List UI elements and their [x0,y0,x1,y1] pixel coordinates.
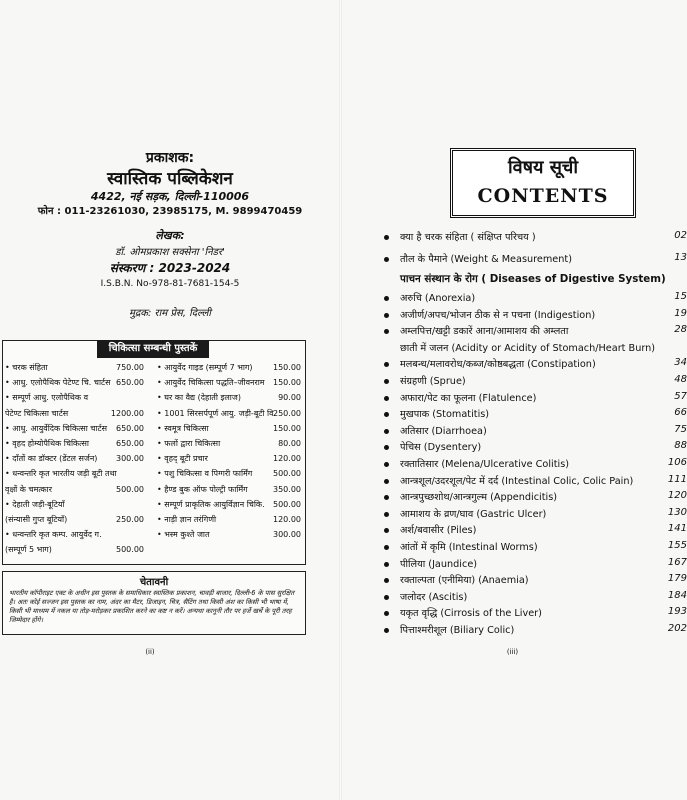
book-price: 250.00 [273,408,301,418]
bullet-icon [384,528,389,533]
toc-entry-page: 106 [667,457,687,468]
book-title: • पशु चिकित्सा व पिग्गरी फार्मिंग [157,469,253,479]
book-price: 250.00 [116,515,144,524]
books-list-box [2,340,306,565]
toc-entry-title: मलबन्ध/मलावरोध/कब्ज/कोष्ठबद्धता (Constipation) [400,359,596,371]
toc-entry-page: 34 [674,357,687,369]
toc-entry-page: 155 [667,540,687,551]
book-row [5,452,303,466]
edition: संस्करण : 2023-2024 [109,261,231,275]
toc-entry-title: आंतों में कृमि (Intestinal Worms) [400,542,538,553]
bullet-icon [384,545,389,550]
toc-entry-page: 141 [667,523,687,535]
book-row [5,513,303,527]
book-row [5,407,303,421]
bullet-icon [384,429,389,434]
toc-entry [342,357,687,373]
toc-entry [342,407,687,423]
book-title: • आयुर्वेद गाइड (सम्पूर्ण 7 भाग) [157,363,253,372]
publisher-phone: फोन : 011-23261030, 23985175, M. 9899470459 [37,206,303,217]
book-row [5,498,303,512]
book-price: 300.00 [273,530,301,540]
toc-entry-page: 28 [674,324,687,336]
bullet-icon [384,412,389,417]
bullet-icon [384,562,389,567]
toc-entry-page: 167 [667,556,687,568]
publisher-name: स्वास्तिक पब्लिकेशन [107,169,233,189]
toc-entry [342,556,687,573]
author-name: डॉ. ओमप्रकाश सक्सेना 'निडर' [115,247,225,258]
toc-entry-title: जलोदर (Ascitis) [400,591,468,603]
toc-entry-title: पेचिस (Dysentery) [400,442,482,454]
toc-entry-title: अरुचि (Anorexia) [400,293,476,304]
book-price: 650.00 [116,378,144,388]
toc-entry-title: यकृत वृद्धि (Cirrosis of the Liver) [400,608,542,620]
book-price: 650.00 [116,423,144,433]
book-price: 500.00 [273,469,301,479]
toc-entry-title: अफारा/पेट का फूलना (Flatulence) [400,392,537,404]
toc-entry-page: 57 [674,390,687,402]
toc-entry [342,623,687,639]
toc-entry-page: 02 [674,230,687,241]
bullet-icon [384,329,389,334]
book-row [5,528,303,542]
toc-entry-page: 13 [674,252,687,263]
toc-entry [342,457,687,473]
bullet-icon [384,396,389,401]
book-title: • आधु. आयुर्वेदिक चिकित्सा चार्टस [5,423,107,433]
bullet-icon [384,628,389,633]
toc-entry-page: 130 [667,506,687,518]
book-price: 300.00 [116,454,144,464]
book-title: • आयुर्वेद चिकित्सा पद्धति–जीवनराम [157,378,265,388]
toc-entry [342,606,687,622]
toc-entry [342,589,687,606]
contents-title-box [450,148,636,218]
toc-entry-page: 66 [674,407,687,419]
contents-title-hindi: विषय सूची [507,157,579,178]
toc-entry-page: 120 [667,490,687,502]
toc-entry [342,324,687,340]
bullet-icon [384,512,389,517]
book-title: • नाड़ी ज्ञान तरंगिणी [157,515,217,524]
book-price: 150.00 [273,423,301,433]
toc-entry-title: आन्त्रशूल/उदरशूल/पेट में दर्द (Intestinal Colic, Colic Pain) [400,475,634,487]
toc-entry [342,473,687,490]
bullet-icon [384,379,389,384]
book-title: (संन्यासी गुप्त बूटियाँ) [5,515,68,524]
book-row [5,467,303,481]
toc-entry-title: पित्ताश्मरीशूल (Biliary Colic) [400,625,515,636]
toc-entry-title: आमाशय के व्रण/घाव (Gastric Ulcer) [400,508,547,520]
book-price: 80.00 [278,439,301,448]
book-row [5,391,303,405]
toc-entry-title: संग्रहणी (Sprue) [400,376,466,387]
book-price: 500.00 [116,545,144,555]
book-price: 500.00 [273,499,301,509]
bullet-icon [384,479,389,484]
bullet-icon [384,257,389,262]
toc-entry-title: तौल के पैमाने (Weight & Measurement) [400,254,572,265]
isbn: I.S.B.N. No-978-81-7681-154-5 [100,279,240,289]
book-row [5,437,303,451]
book-price: 120.00 [273,454,301,464]
book-price: 90.00 [278,393,301,403]
toc-entry-title: क्या है चरक संहिता ( संक्षिप्त परिचय ) [400,232,536,243]
book-title: (सम्पूर्ण 5 भाग) [5,545,52,555]
toc-entry-page: 15 [674,291,687,302]
toc-entry-title: अजीर्ण/अपच/भोजन ठीक से न पचना (Indigestion) [400,309,596,321]
warning-heading: चेतावनी [139,577,169,588]
toc-entry-title: अम्लपित्त/खट्टी डकारें आना/आमाशय की अम्लता [400,326,569,338]
toc-entry [342,230,687,246]
toc-entry-page: 184 [667,589,687,601]
toc-entry [342,423,687,440]
book-title: • देहाती जड़ी-बूटियाँ [5,499,65,509]
toc-entry-title: अतिसार (Diarrhoea) [400,425,487,437]
book-title: • धन्वन्तरि कृत भारतीय जड़ी बूटी तथा [5,469,117,479]
left-page [0,0,340,800]
book-price: 500.00 [116,484,144,494]
book-price: 350.00 [273,484,301,494]
book-title: • भस्म कुश्ते जात [157,530,210,540]
bullet-icon [384,445,389,450]
toc-entry [342,341,683,357]
book-title: • घर का वैद्य (देहाती इलाज) [157,393,241,403]
right-page [342,0,687,800]
book-price: 750.00 [116,363,144,372]
book-price: 120.00 [273,515,301,524]
book-row [5,422,303,436]
publisher-address: 4422, नई सड़क, दिल्ली-110006 [90,190,250,203]
toc-entry [342,252,687,268]
warning-box [2,571,306,635]
toc-entry [342,291,687,307]
book-row [5,361,303,375]
toc-entry-page: 48 [674,374,687,385]
book-title: • सम्पूर्ण आधु. एलोपैथिक व [5,393,89,403]
book-title: • धन्वन्तरि कृत कम्प. आयुर्वेद ग. [5,530,102,540]
toc-entry [342,490,687,506]
toc-entry [342,573,687,589]
bullet-icon [384,362,389,367]
toc-entry [342,523,687,539]
book-price: 650.00 [116,439,144,448]
book-title: वृक्षों के चमत्कार [5,484,52,494]
toc-entry [342,506,687,523]
page-number-right: (iii) [506,648,519,656]
bullet-icon [384,611,389,616]
book-title: • हैण्ड बुक ऑफ पोल्ट्री फार्मिंग [157,484,248,494]
toc-entry-title: छाती में जलन (Acidity or Acidity of Stomach/Heart Burn) [400,342,656,354]
book-title: • वृहद होम्योपैथिक चिकित्सा [5,439,89,448]
book-row [5,483,303,497]
toc-entry-title: अर्श/बवासीर (Piles) [400,525,477,537]
toc-entry-page: 202 [667,623,687,634]
toc-entry-page: 88 [674,440,687,452]
publisher-label: प्रकाशक: [145,150,195,166]
toc-entry [342,390,687,407]
book-title: • दाँतों का डॉक्टर (डेंटल सर्जन) [5,454,98,464]
book-title: • सम्पूर्ण प्राकृतिक आयुर्विज्ञान चिकि. [157,499,265,509]
toc-entry-title: पीलिया (Jaundice) [400,558,478,570]
toc-entry [342,307,687,324]
bullet-icon [384,296,389,301]
book-title: • वृहद् बूटी प्रचार [157,454,208,464]
bullet-icon [384,578,389,583]
toc-entry-page: 75 [674,423,687,435]
toc-entry-title: आन्त्रपुच्छशोथ/आन्त्रगुल्म (Appendicitis) [400,492,558,504]
book-title: • 1001 सिरसर्पपूर्ण आयु. जड़ी-बूटी वि. [157,408,277,418]
toc-entry-title: मुखपाक (Stomatitis) [400,409,490,421]
bullet-icon [384,235,389,240]
bullet-icon [384,595,389,600]
toc-entry-title: रक्ताल्पता (एनीमिया) (Anaemia) [400,575,529,587]
author-label: लेखक: [155,229,185,242]
toc-entry-page: 19 [674,307,687,319]
book-price: 150.00 [273,378,301,388]
page-number-left: (ii) [145,648,155,656]
book-title: • चरक संहिता [5,363,48,372]
contents-title-english: CONTENTS [477,185,609,207]
book-row [5,543,303,557]
toc-entry [342,540,687,556]
books-heading: चिकित्सा सम्बन्धी पुस्तकें [97,340,209,358]
warning-text: भारतीय कॉपीराइट एक्ट के अधीन इस पुस्तक के समाधिकार स्वास्तिक प्रकाशन, चावड़ी बाजार, दिल्ली-6 के पास सुरक्षित है। अतः कोई सज्जन इस पुस्तक का नाम, अंदर का मैटर, डिजाइन, चित्र, सैटिंग तथा किसी अंश का किसी भी भाषा में, किसी भी माध्यम में नकल या तोड़-मरोड़कर प्रकाशित करने का कष्ट न करें। अन्यथा कानूनी तौर पर हर्जे खर्चे के पूरी तरह जिम्मेदार होंगे। [9,589,295,624]
toc-entry [342,440,687,456]
book-title: • फलों द्वारा चिकित्सा [157,439,221,448]
book-row [5,376,303,390]
book-price: 1200.00 [110,408,144,418]
section-heading: पाचन संस्थान के रोग ( Diseases of Digestive System) [400,273,666,285]
bullet-icon [384,495,389,500]
toc-entry [342,374,687,390]
bullet-icon [384,313,389,318]
book-title: • स्वमूत्र चिकित्सा [157,423,209,433]
toc-entry-title: रक्तातिसार (Melena/Ulcerative Colitis) [400,459,570,470]
toc-entry-page: 193 [667,606,687,618]
toc-entry-page: 179 [667,573,687,585]
printer: मुद्रक: राम प्रेस, दिल्ली [129,308,211,319]
bullet-icon [384,462,389,467]
book-title: पेटेण्ट चिकित्सा चार्टस [5,408,69,418]
book-price: 150.00 [273,363,301,372]
toc-entry-page: 111 [667,473,687,485]
book-title: • आधु. एलोपैथिक पेटेण्ट चि. चार्टस [5,378,111,388]
